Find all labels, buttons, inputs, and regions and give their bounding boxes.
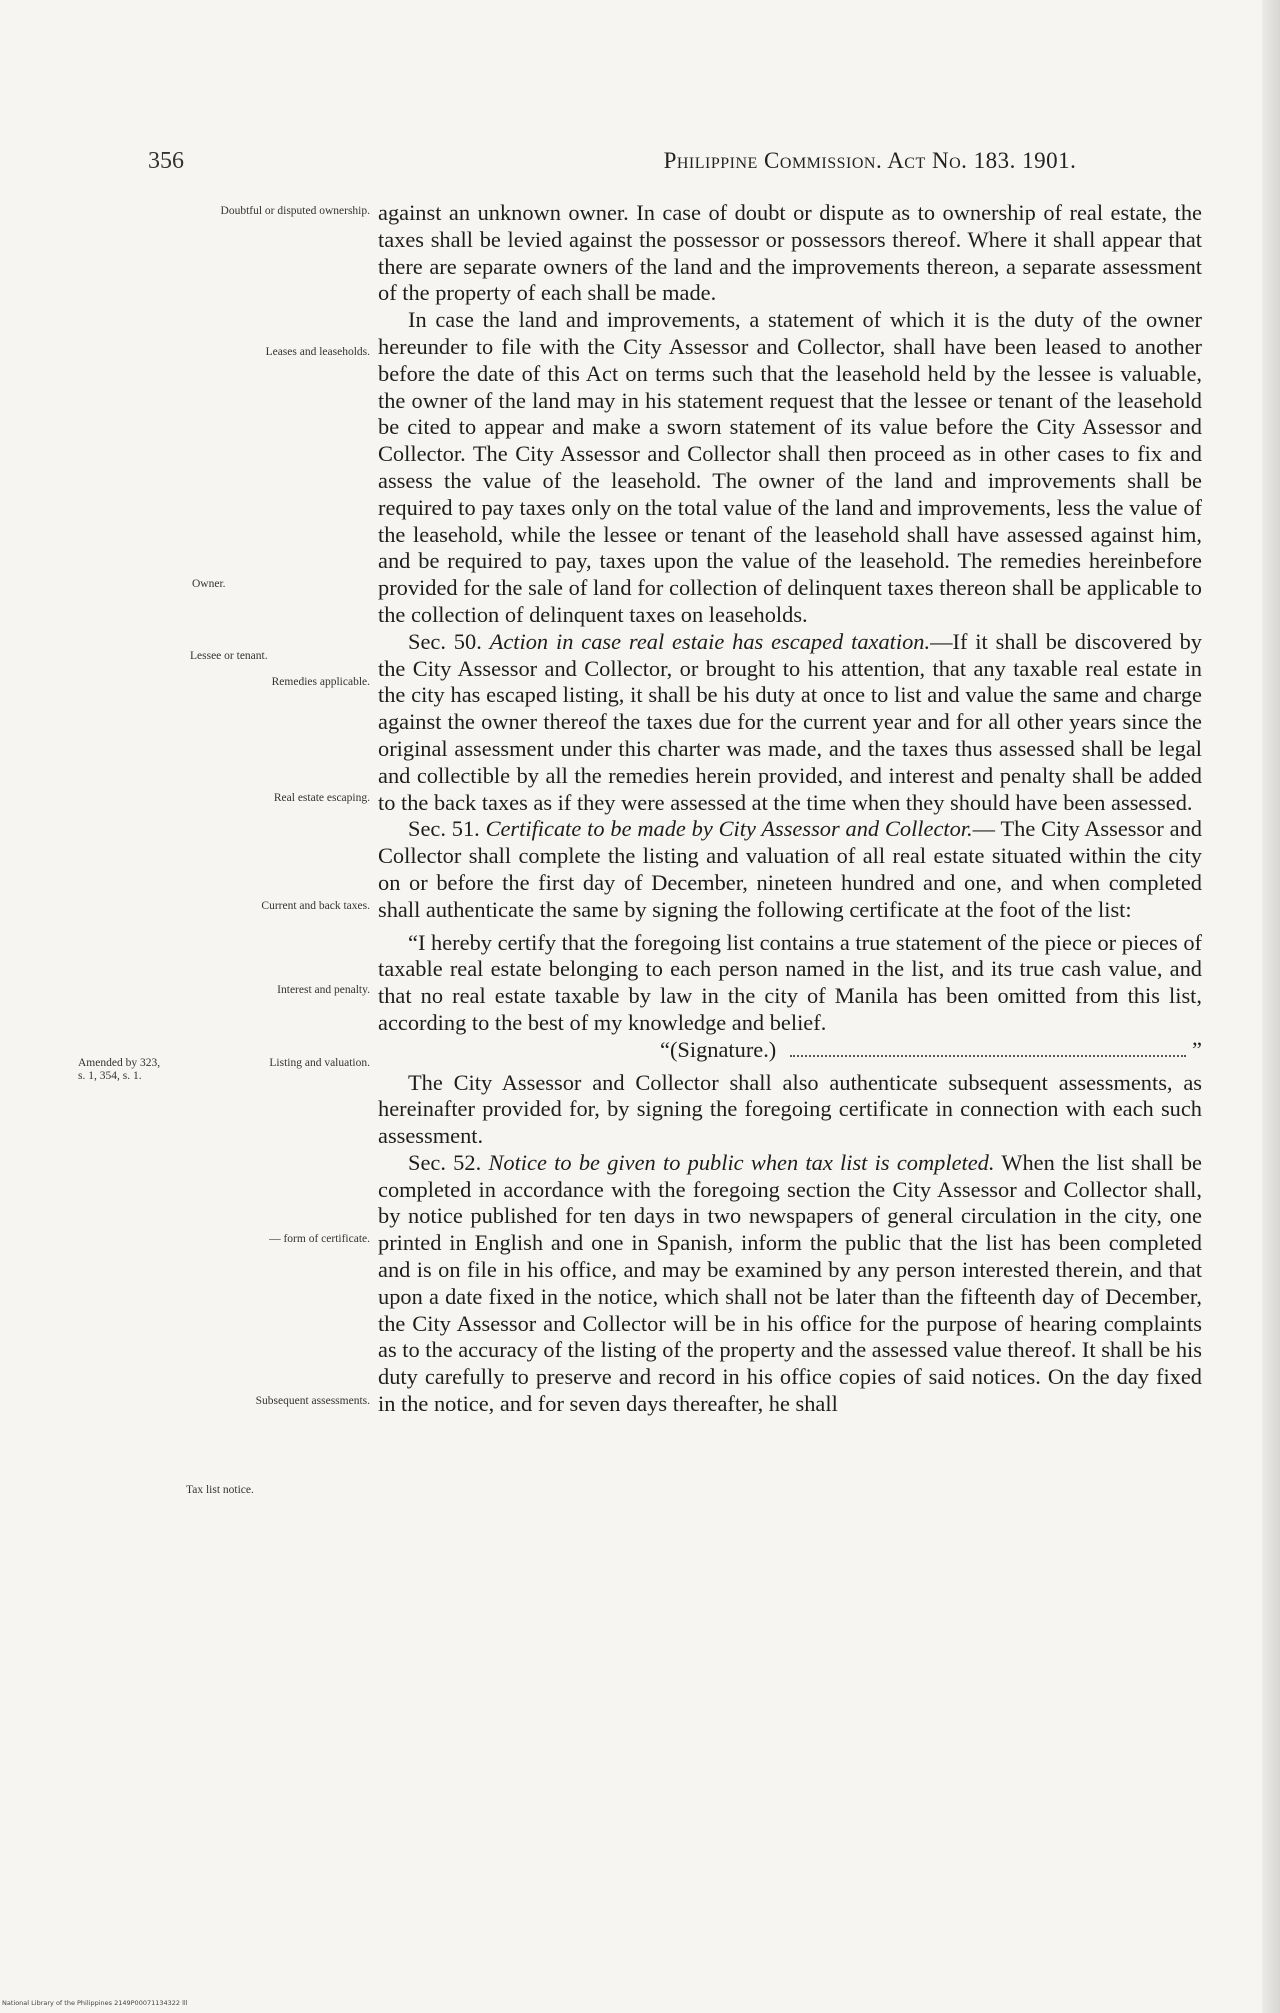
paragraph-ownership: against an unknown owner. In case of doubt or dispute as to ownership of real estate, the taxes shall be levied against the possessor or possessors thereof. Where it shall appear that there are separate owners of the land and the improvements thereon, a separate assessment of the property of each shall be made.	[378, 200, 1202, 306]
margin-note-tax-list-notice: Tax list notice.	[186, 1484, 254, 1496]
page-header	[148, 148, 1088, 184]
section-52-text: When the list shall be completed in accordance with the foregoing section the City Assessor and Collector shall, by notice published for ten days in two newspapers of general circulation in the city, one printed in English and one in Spanish, inform the public that the list has been completed and is on file in his office, and may be examined by any person interested therein, and that upon a date fixed in the notice, which shall not be later than the fifteenth day of December, the City Assessor and Collector will be in his office for the purpose of hearing complaints as to the accuracy of the listing of the property and the assessed value thereof. It shall be his duty carefully to preserve and record in his office copies of said notices. On the day fixed in the notice, and for seven days thereafter, he shall	[378, 1149, 1202, 1417]
paragraph-leases: In case the land and improvements, a statement of which it is the duty of the owner hereunder to file with the City Assessor and Collector, shall have been leased to another before the date of this Act on terms such that the leasehold held by the lessee is valuable, the owner of the land may in his statement request that the lessee or tenant of the leasehold be cited to appear and make a sworn statement of its value before the City Assessor and Collector. The City Assessor and Collector shall then proceed as in other cases to fix and assess the value of the leasehold. The owner of the land and improvements shall be required to pay taxes only on the total value of the land and improvements, less the value of the leasehold, while the lessee or tenant of the leasehold shall have assessed against him, and be required to pay, taxes upon the value of the leasehold. The remedies hereinbefore provided for the sale of land for collection of delinquent taxes thereon shall be applicable to the collection of delinquent taxes on leaseholds.	[378, 307, 1202, 627]
section-52	[378, 1150, 1202, 1418]
margin-note-form-certificate: — form of certificate.	[269, 1233, 370, 1245]
margin-note-lessee: Lessee or tenant.	[190, 650, 268, 662]
margin-note-real-estate-escaping: Real estate escaping.	[273, 792, 370, 804]
certificate-block	[378, 930, 1202, 1064]
signature-line	[660, 1037, 1202, 1064]
margin-note-doubtful-ownership: Doubtful or disputed ownership.	[220, 205, 370, 217]
main-text	[378, 200, 1202, 1418]
section-52-title: Notice to be given to public when tax list is completed.	[488, 1149, 995, 1175]
section-51-number: Sec. 51.	[408, 816, 480, 842]
margin-note-subsequent-assessments: Subsequent assessments.	[255, 1395, 370, 1407]
certificate-text: “I hereby certify that the foregoing list contains a true statement of the piece or pieces of taxable real estate belonging to each person named in the list, and its true cash value, and that no real estate taxable by law in the city of Manila has been omitted from this list, according to the best of my knowledge and belief.	[378, 929, 1202, 1035]
page-edge-shadow	[1262, 0, 1280, 2013]
section-51-text: — The City Assessor and Collector shall complete the listing and valuation of all real estate situated within the city on or before the first day of December, nineteen hundred and one, and when completed shall authenticate the same by signing the following certificate at the foot of the list:	[378, 816, 1202, 922]
section-50	[378, 629, 1202, 817]
section-50-text: —If it shall be discovered by the City Assessor and Collector, or brought to his attention, that any taxable real estate in the city has escaped listing, it shall be his duty at once to list and value the same and charge against the owner thereof the taxes due for the current year and for all other years since the original assessment under this charter was made, and the taxes thus assessed shall be legal and collectible by all the remedies herein provided, and interest and penalty shall be added to the back taxes as if they were assessed at the time when they should have been assessed.	[378, 628, 1202, 815]
signature-label: “(Signature.)	[660, 1036, 777, 1062]
signature-dotted-line	[790, 1055, 1186, 1057]
margin-note-listing-valuation: Listing and valuation.	[269, 1057, 370, 1069]
library-stamp: National Library of the Philippines 2149P00071134322 lll	[2, 1999, 188, 2007]
margin-note-interest-penalty: Interest and penalty.	[277, 984, 370, 996]
signature-close-quote: ”	[1192, 1036, 1202, 1062]
margin-note-amended: Amended by 323, s. 1, 354, s. 1.	[78, 1057, 161, 1082]
section-52-number: Sec. 52.	[408, 1149, 482, 1175]
margin-note-remedies: Remedies applicable.	[271, 676, 370, 688]
margin-note-leases: Leases and leaseholds.	[265, 346, 370, 358]
section-51-title: Certificate to be made by City Assessor and Collector.	[485, 816, 973, 842]
running-head: Philippine Commission. Act No. 183. 1901.	[663, 148, 1077, 173]
page-number: 356	[148, 148, 184, 174]
section-50-number: Sec. 50.	[408, 628, 482, 654]
section-51	[378, 816, 1202, 923]
section-50-title: Action in case real estaie has escaped taxation.	[489, 628, 931, 654]
paragraph-subsequent: The City Assessor and Collector shall also authenticate subsequent assessments, as hereinafter provided for, by signing the foregoing certificate in connection with each such assessment.	[378, 1069, 1202, 1149]
margin-note-current-back-taxes: Current and back taxes.	[261, 900, 370, 912]
margin-note-owner: Owner.	[192, 578, 226, 590]
